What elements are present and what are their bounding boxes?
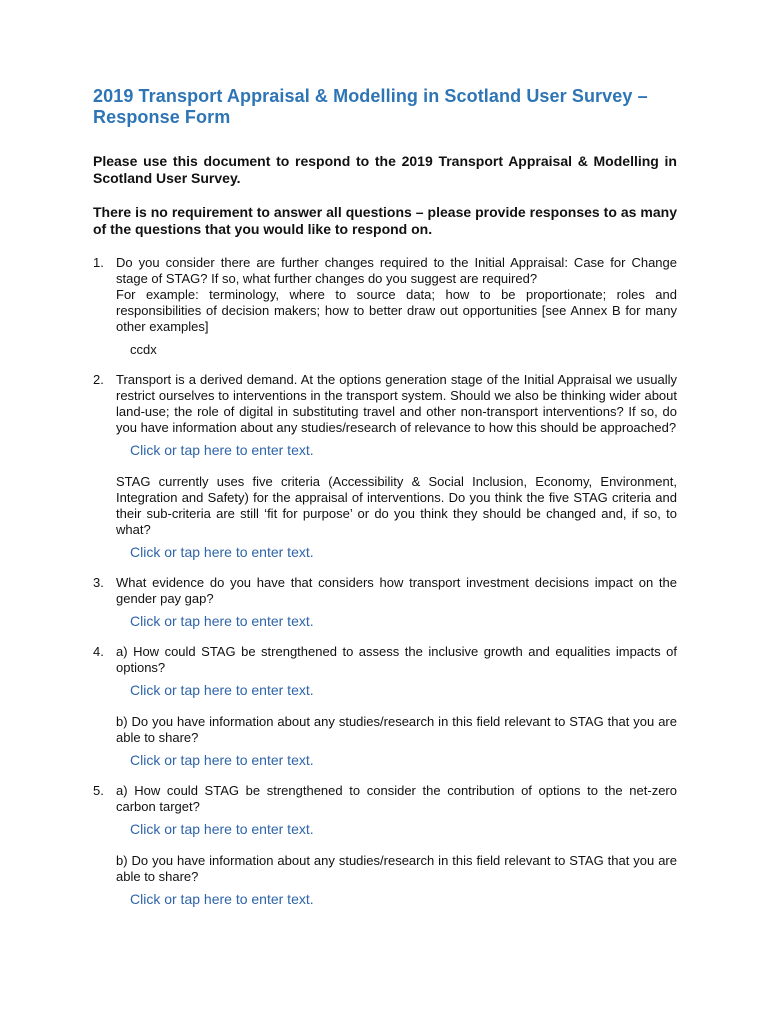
question-3 bbox=[93, 575, 677, 644]
answer-field-2[interactable]: Click or tap here to enter text. bbox=[130, 891, 314, 907]
question-text-2: b) Do you have information about any studies/research in this field relevant to STAG that you are able to share? bbox=[116, 853, 677, 884]
answer-field[interactable]: Click or tap here to enter text. bbox=[130, 682, 314, 698]
question-1 bbox=[93, 255, 677, 372]
question-number: 1. bbox=[93, 255, 104, 270]
intro-paragraph: Please use this document to respond to the 2019 Transport Appraisal & Modelling in Scotland User Survey. bbox=[93, 153, 677, 186]
question-text: What evidence do you have that considers how transport investment decisions impact on the gender pay gap? bbox=[116, 575, 677, 606]
question-text: Do you consider there are further changes required to the Initial Appraisal: Case for Change stage of STAG? If so, what further changes do you suggest are required? bbox=[116, 255, 677, 286]
question-number: 5. bbox=[93, 783, 104, 798]
question-number: 2. bbox=[93, 372, 104, 387]
answer-field[interactable]: Click or tap here to enter text. bbox=[130, 821, 314, 837]
document-title: 2019 Transport Appraisal & Modelling in Scotland User Survey – Response Form bbox=[93, 86, 648, 127]
answer-field-2[interactable]: Click or tap here to enter text. bbox=[130, 752, 314, 768]
spacer bbox=[116, 630, 677, 644]
question-text: Transport is a derived demand. At the options generation stage of the Initial Appraisal we usually restrict ourselves to interventions in the transport system. Should we also be thinking wider about land-use; the role of digital in substituting travel and other non-transport interventions? If so, do you have information about any studies/research of relevance to how this should be approached? bbox=[116, 372, 677, 435]
answer-field[interactable]: ccdx bbox=[130, 342, 157, 357]
question-examples: For example: terminology, where to source data; how to be proportionate; roles and responsibilities of decision makers; how to better draw out opportunities [see Annex B for many other examples] bbox=[116, 287, 677, 334]
document-page bbox=[93, 86, 677, 908]
spacer bbox=[116, 358, 677, 372]
question-text-2: b) Do you have information about any studies/research in this field relevant to STAG that you are able to share? bbox=[116, 714, 677, 745]
answer-field-2[interactable]: Click or tap here to enter text. bbox=[130, 544, 314, 560]
question-number: 3. bbox=[93, 575, 104, 590]
spacer bbox=[116, 561, 677, 575]
question-text: a) How could STAG be strengthened to assess the inclusive growth and equalities impacts of options? bbox=[116, 644, 677, 675]
question-text-2: STAG currently uses five criteria (Accessibility & Social Inclusion, Economy, Environment, Integration and Safety) for the appraisal of interventions. Do you think the five STAG criteria and their sub-criteria are still ‘fit for purpose’ or do you think they should be changed and, if so, to what? bbox=[116, 474, 677, 537]
question-text: a) How could STAG be strengthened to consider the contribution of options to the net-zero carbon target? bbox=[116, 783, 677, 814]
spacer bbox=[116, 769, 677, 783]
questions-list bbox=[93, 255, 677, 908]
question-4 bbox=[93, 644, 677, 783]
instructions-paragraph: There is no requirement to answer all questions – please provide responses to as many of the questions that you would like to respond on. bbox=[93, 204, 677, 237]
answer-field[interactable]: Click or tap here to enter text. bbox=[130, 613, 314, 629]
question-2 bbox=[93, 372, 677, 575]
question-5 bbox=[93, 783, 677, 908]
answer-field[interactable]: Click or tap here to enter text. bbox=[130, 442, 314, 458]
question-number: 4. bbox=[93, 644, 104, 659]
